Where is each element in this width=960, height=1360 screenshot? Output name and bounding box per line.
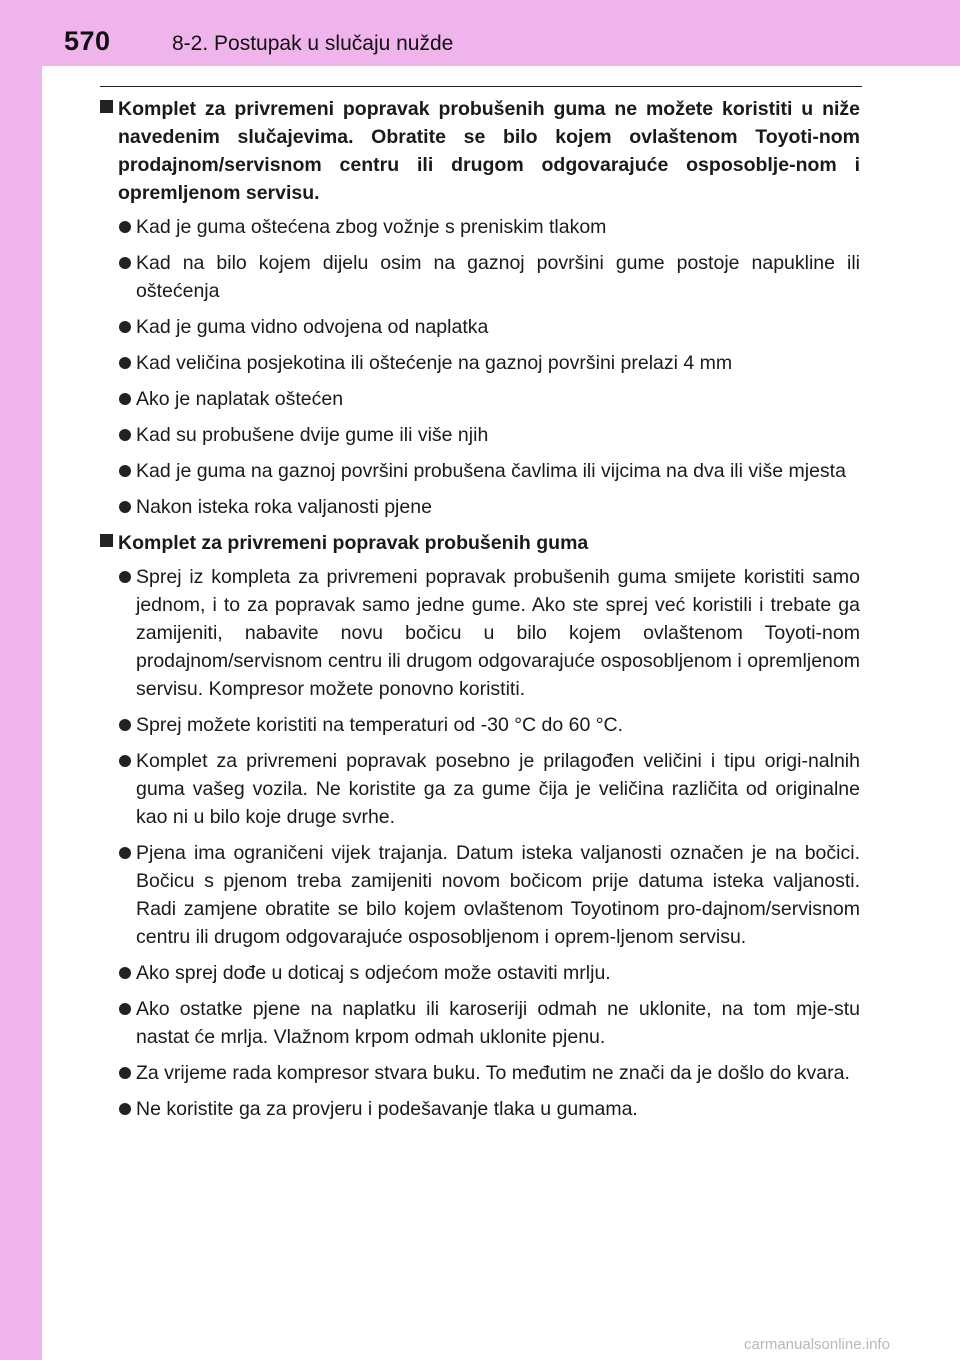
list-item-text: Pjena ima ograničeni vijek trajanja. Datum isteka valjanosti označen je na bočici. Bočicu s pjenom treba zamijeniti novom bočicom prije datuma isteka valjanosti. Radi zamjene obratite se bilo kojem ovlaštenom Toyotinom pro-dajnom/servisnom centru ili drugom odgovarajuće osposobljenom i oprem-ljenom servisu. [136,842,860,948]
list-item-text: Ne koristite ga za provjeru i podešavanje tlaka u gumama. [136,1098,638,1120]
list-item [118,385,860,413]
list-item [118,1095,860,1123]
list-item [118,839,860,951]
section-heading: Komplet za privremeni popravak probušenih guma [118,532,589,554]
list-item-text: Kad veličina posjekotina ili oštećenje na gaznoj površini prelazi 4 mm [136,352,733,374]
list-item [118,349,860,377]
section-repair-kit [100,529,860,1123]
list-item-text: Kad je guma na gaznoj površini probušena čavlima ili vijcima na dva ili više mjesta [136,460,846,482]
square-bullet-icon [100,534,113,547]
bullet-icon [119,321,131,333]
header-rule [100,86,862,87]
list-item-text: Za vrijeme rada kompresor stvara buku. To međutim ne znači da je došlo do kvara. [136,1062,850,1084]
bullet-icon [119,429,131,441]
bullet-icon [119,967,131,979]
bullet-icon [119,357,131,369]
bullet-icon [119,393,131,405]
list-item-text: Sprej možete koristiti na temperaturi od -30 °C do 60 °C. [136,714,624,736]
list-item [118,457,860,485]
list-item [118,711,860,739]
page-content [100,95,860,1131]
section-not-usable-cases [100,95,860,521]
list-item [118,421,860,449]
bullet-icon [119,501,131,513]
list-item-text: Kad na bilo kojem dijelu osim na gaznoj površini gume postoje napukline ili oštećenja [136,252,860,302]
list-item [118,493,860,521]
list-item [118,995,860,1051]
bullet-icon [119,257,131,269]
list-item-text: Sprej iz kompleta za privremeni popravak probušenih guma smijete koristiti samo jednom, i to za popravak samo jedne gume. Ako ste sprej već koristili i trebate ga zamijeniti, nabavite novu bočicu u bilo kojem ovlaštenom Toyoti-nom prodajnom/servisnom centru ili drugom odgovarajuće osposobljenom i opremljenom servisu. Kompresor možete ponovno koristiti. [136,566,860,700]
section-heading: Komplet za privremeni popravak probušenih guma ne možete koristiti u niže navedenim slučajevima. Obratite se bilo kojem ovlaštenom Toyoti-nom prodajnom/servisnom centru ili drugom odgovarajuće osposoblje-nom i opremljenom servisu. [118,98,860,204]
bullet-icon [119,847,131,859]
list-item-text: Ako sprej dođe u doticaj s odjećom može ostaviti mrlju. [136,962,611,984]
section-title: 8-2. Postupak u slučaju nužde [172,32,454,55]
bullet-icon [119,465,131,477]
list-item-text: Kad je guma vidno odvojena od naplatka [136,316,489,338]
list-item-text: Komplet za privremeni popravak posebno je prilagođen veličini i tipu origi-nalnih guma vašeg vozila. Ne koristite ga za gume čija je veličina različita od originalne kao ni u bilo koje druge svrhe. [136,750,860,828]
bullet-icon [119,755,131,767]
list-item-text: Ako je naplatak oštećen [136,388,344,410]
page-number: 570 [64,26,111,56]
list-item [118,1059,860,1087]
watermark: carmanualsonline.info [744,1336,890,1353]
bullet-icon [119,221,131,233]
list-item [118,313,860,341]
list-item [118,959,860,987]
side-tab [0,0,42,1360]
list-item-text: Kad su probušene dvije gume ili više njih [136,424,489,446]
list-item [118,213,860,241]
bullet-icon [119,1067,131,1079]
list-item-text: Nakon isteka roka valjanosti pjene [136,496,432,518]
list-item [118,563,860,703]
list-item [118,249,860,305]
list-item-text: Ako ostatke pjene na naplatku ili karoseriji odmah ne uklonite, na tom mje-stu nastat će mrlja. Vlažnom krpom odmah uklonite pjenu. [136,998,860,1048]
bullet-icon [119,719,131,731]
bullet-icon [119,1103,131,1115]
bullet-icon [119,1003,131,1015]
list-item-text: Kad je guma oštećena zbog vožnje s preniskim tlakom [136,216,607,238]
bullet-icon [119,571,131,583]
list-item [118,747,860,831]
square-bullet-icon [100,100,113,113]
